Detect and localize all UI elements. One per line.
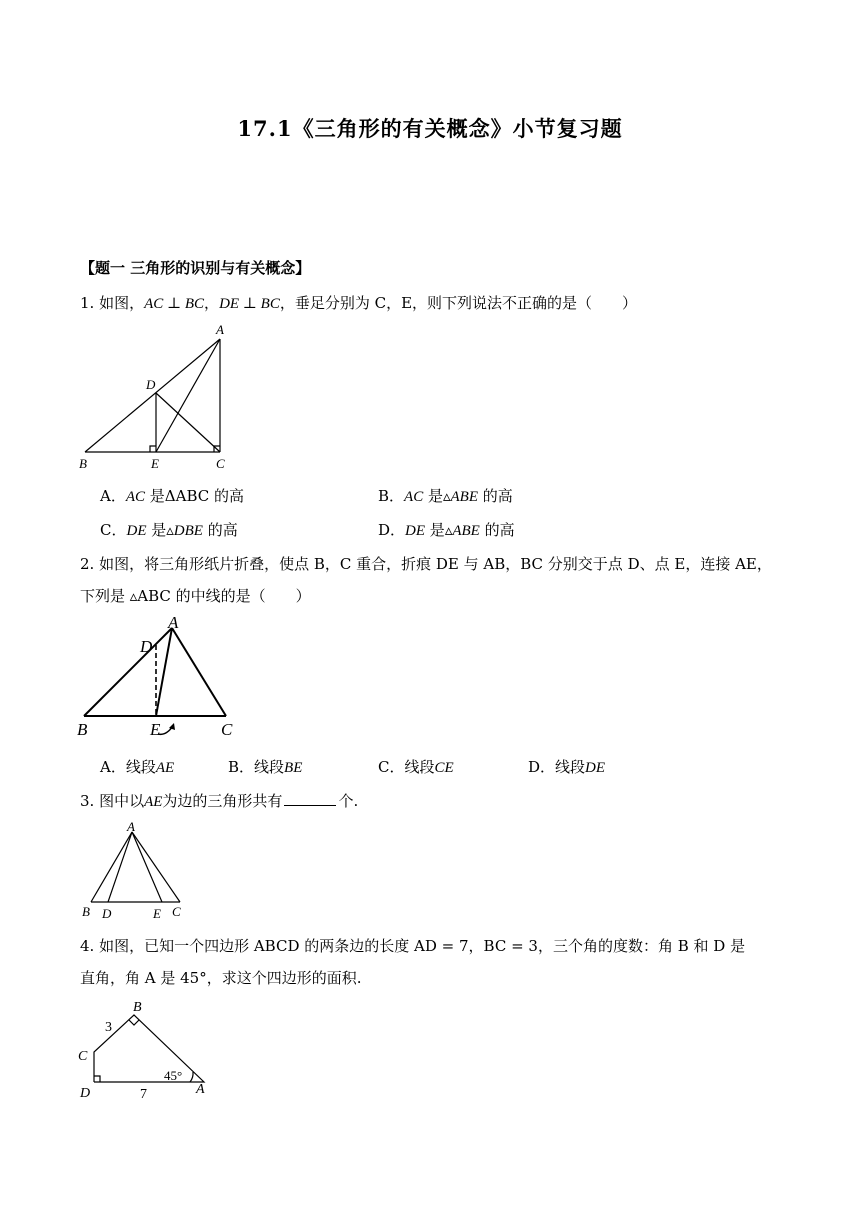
page-title: 17.1《三角形的有关概念》小节复习题 [237, 116, 623, 141]
q4-label-c: C [78, 1049, 88, 1064]
question-2-line-1: 2. 如图，将三角形纸片折叠，使点 B，C 重合，折痕 DE 与 AB，BC 分别交于点 D、点 E，连接 AE， [80, 555, 772, 573]
q4-side-ad: 7 [140, 1087, 147, 1100]
q4-label-d: D [80, 1086, 91, 1100]
q3-text: 为边的三角形共有 [162, 792, 283, 810]
q1-separator: ， [204, 294, 220, 312]
option-segment: AE [155, 760, 175, 776]
q1-condition-2: DE ⊥ BC [219, 296, 280, 312]
answer-blank[interactable] [284, 791, 336, 806]
q3-text: 个. [338, 792, 359, 810]
q2-label-b: B [77, 720, 88, 739]
q2-option-d[interactable] [528, 756, 605, 777]
option-segment: DE [405, 523, 426, 539]
option-segment: AC [125, 489, 146, 505]
option-text: 是 [425, 521, 445, 539]
question-1-stem [80, 292, 637, 313]
question-2-line-2: 下列是 ▵ABC 的中线的是（ ） [80, 587, 311, 605]
q1-option-b[interactable] [378, 485, 513, 506]
q4-figure [76, 996, 216, 1100]
option-text: 是 [423, 487, 443, 505]
q3-text: 3. 图中以 [80, 792, 145, 810]
option-triangle: ▵ABE [442, 489, 479, 505]
option-text: 线段 [555, 758, 586, 776]
q2-label-c: C [221, 720, 233, 739]
q1-option-c[interactable] [100, 519, 238, 540]
q4-label-b: B [133, 1000, 142, 1015]
q1-figure [76, 322, 236, 472]
q2-option-c[interactable] [378, 756, 454, 777]
question-3-stem [80, 790, 358, 811]
q3-segment: AE [144, 794, 163, 810]
option-triangle: ▵ABE [444, 523, 480, 539]
option-text: 是 [146, 521, 167, 539]
option-text: 的高 [479, 521, 515, 539]
q1-label-d: D [146, 377, 156, 392]
option-text: 线段 [404, 758, 435, 776]
option-triangle: ▵DBE [166, 523, 203, 539]
q2-label-d: D [140, 637, 153, 656]
option-letter: D． [528, 758, 556, 776]
option-triangle: ΔABC [164, 487, 210, 505]
option-text: 线段 [125, 758, 156, 776]
option-letter: B． [378, 487, 405, 505]
option-letter: C． [100, 521, 127, 539]
q3-label-d: D [102, 906, 112, 921]
q3-figure [76, 818, 196, 922]
q1-label-a: A [216, 322, 224, 337]
q1-label-b: B [79, 456, 87, 471]
option-segment: AC [404, 489, 424, 505]
question-4-line-1: 4. 如图，已知一个四边形 ABCD 的两条边的长度 AD = 7，BC = 3，三个角的度数：角 B 和 D 是 [80, 937, 746, 955]
option-letter: D． [378, 521, 406, 539]
q3-label-b: B [82, 904, 90, 919]
option-letter: A． [100, 487, 126, 505]
q2-option-a[interactable] [100, 756, 174, 777]
q4-label-a: A [196, 1082, 205, 1097]
q1-option-d[interactable] [378, 519, 515, 540]
q2-option-b[interactable] [228, 756, 302, 777]
option-letter: C． [378, 758, 405, 776]
q1-condition-1: AC ⊥ BC [144, 296, 205, 312]
option-text: 的高 [202, 521, 238, 539]
q2-label-e: E [150, 720, 161, 739]
q2-label-a: A [168, 613, 179, 632]
option-text: 的高 [209, 487, 245, 505]
q4-side-bc: 3 [105, 1020, 112, 1035]
q3-label-e: E [153, 906, 161, 921]
option-segment: CE [434, 760, 454, 776]
q1-label-c: C [216, 456, 225, 471]
option-letter: A． [100, 758, 126, 776]
option-text: 线段 [254, 758, 285, 776]
q4-angle-a: 45° [164, 1068, 183, 1083]
q3-label-c: C [172, 904, 181, 919]
option-segment: BE [284, 760, 303, 776]
q2-figure [74, 612, 244, 742]
option-letter: B． [228, 758, 255, 776]
q1-label-e: E [151, 456, 159, 471]
q1-option-a[interactable] [100, 485, 244, 506]
q1-stem-part: ，垂足分别为 C，E，则下列说法不正确的是（ ） [279, 294, 638, 312]
question-4-line-2: 直角，角 A 是 45°，求这个四边形的面积. [80, 969, 362, 987]
option-text: 的高 [478, 487, 513, 505]
option-segment: DE [585, 760, 606, 776]
q3-label-a: A [127, 819, 135, 834]
q1-stem-part: 1. 如图， [80, 294, 145, 312]
section-heading: 【题一 三角形的识别与有关概念】 [80, 259, 311, 277]
option-text: 是 [145, 487, 165, 505]
option-segment: DE [126, 523, 147, 539]
